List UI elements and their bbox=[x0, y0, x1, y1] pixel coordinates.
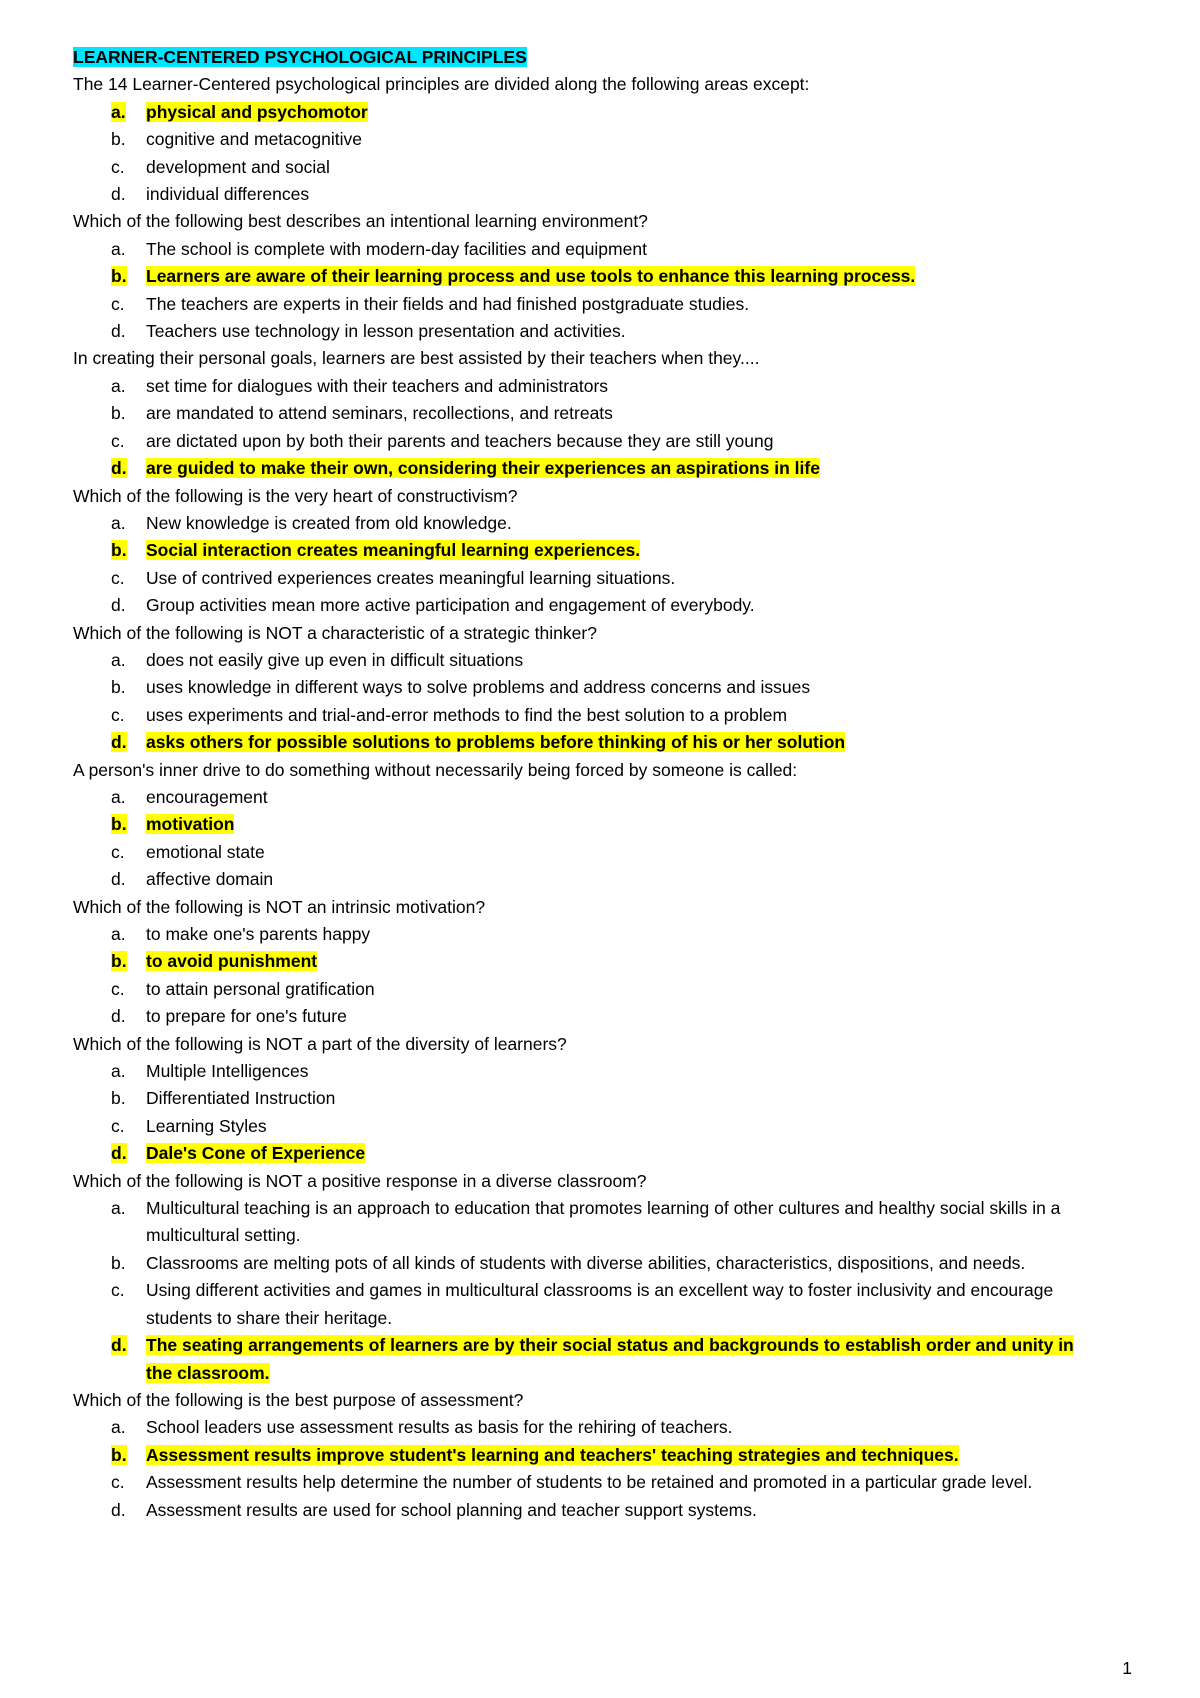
option-text-content: does not easily give up even in difficult situations bbox=[146, 649, 524, 670]
option-letter-text: a. bbox=[111, 238, 126, 259]
option-letter-text: d. bbox=[111, 869, 126, 890]
option-text-content: are guided to make their own, considering their experiences an aspirations in life bbox=[146, 458, 820, 479]
option-text bbox=[146, 674, 1133, 701]
option-text-content: motivation bbox=[146, 814, 235, 835]
option-letter-text: a. bbox=[111, 375, 126, 396]
option-letter-text: d. bbox=[111, 1006, 126, 1027]
option-text-content: Assessment results improve student's learning and teachers' teaching strategies and techniques. bbox=[146, 1444, 959, 1465]
option-letter-text: b. bbox=[111, 540, 127, 561]
option-text-content: to attain personal gratification bbox=[146, 978, 375, 999]
option-letter bbox=[73, 729, 146, 756]
option-text-content: Differentiated Instruction bbox=[146, 1088, 336, 1109]
option-text bbox=[146, 1003, 1133, 1030]
option-letter bbox=[73, 1113, 146, 1140]
option-letter bbox=[73, 866, 146, 893]
option-item bbox=[73, 1085, 1133, 1112]
option-letter bbox=[73, 1442, 146, 1469]
option-letter-text: d. bbox=[111, 595, 126, 616]
option-item-correct bbox=[73, 537, 1133, 564]
option-list bbox=[73, 647, 1133, 757]
option-text-content: cognitive and metacognitive bbox=[146, 129, 362, 150]
option-text-content: Learners are aware of their learning process and use tools to enhance this learning process. bbox=[146, 266, 916, 287]
option-text-content: The school is complete with modern-day facilities and equipment bbox=[146, 238, 647, 259]
option-letter bbox=[73, 428, 146, 455]
option-letter bbox=[73, 181, 146, 208]
option-letter-text: a. bbox=[111, 924, 126, 944]
question-block bbox=[73, 208, 1133, 345]
option-text-content: Multiple Intelligences bbox=[146, 1061, 309, 1082]
option-letter-text: b. bbox=[111, 677, 126, 698]
option-letter bbox=[73, 1469, 146, 1496]
option-text-content: Assessment results are used for school planning and teacher support systems. bbox=[146, 1499, 757, 1520]
option-item-correct bbox=[73, 455, 1133, 482]
option-text bbox=[146, 455, 1133, 482]
option-letter bbox=[73, 1250, 146, 1277]
option-letter-text: c. bbox=[111, 841, 125, 862]
option-letter bbox=[73, 811, 146, 838]
option-letter-text: b. bbox=[111, 1252, 126, 1273]
question-block bbox=[73, 757, 1133, 894]
option-text bbox=[146, 1277, 1133, 1332]
option-item bbox=[73, 181, 1133, 208]
option-letter-text: a. bbox=[111, 786, 126, 807]
option-letter-text: a. bbox=[111, 649, 126, 670]
option-item bbox=[73, 921, 1133, 948]
option-letter-text: a. bbox=[111, 1061, 126, 1082]
option-letter bbox=[73, 373, 146, 400]
option-item bbox=[73, 1414, 1133, 1441]
option-letter-text: b. bbox=[111, 129, 126, 150]
option-text-content: physical and psychomotor bbox=[146, 101, 368, 122]
option-letter bbox=[73, 1085, 146, 1112]
option-letter-text: a. bbox=[111, 101, 126, 122]
option-item bbox=[73, 702, 1133, 729]
option-item bbox=[73, 428, 1133, 455]
option-item bbox=[73, 784, 1133, 811]
option-letter bbox=[73, 1140, 146, 1167]
option-list bbox=[73, 784, 1133, 894]
option-text bbox=[146, 154, 1133, 181]
option-text-content: The seating arrangements of learners are by their social status and backgrounds to establish order and unity in the classroom. bbox=[146, 1335, 1074, 1383]
option-letter-text: c. bbox=[111, 1280, 125, 1301]
option-text bbox=[146, 236, 1133, 263]
option-item bbox=[73, 400, 1133, 427]
option-text-content: Assessment results help determine the number of students to be retained and promoted in a particular grade level. bbox=[146, 1472, 1033, 1493]
option-letter bbox=[73, 1058, 146, 1085]
option-item-correct bbox=[73, 811, 1133, 838]
option-letter-text: b. bbox=[111, 1088, 126, 1109]
option-text bbox=[146, 1497, 1133, 1524]
option-letter bbox=[73, 263, 146, 290]
option-text bbox=[146, 1085, 1133, 1112]
option-item bbox=[73, 154, 1133, 181]
option-item bbox=[73, 674, 1133, 701]
option-letter-text: b. bbox=[111, 266, 127, 287]
option-letter bbox=[73, 400, 146, 427]
option-item-correct bbox=[73, 263, 1133, 290]
question-block bbox=[73, 894, 1133, 1031]
option-text-content: asks others for possible solutions to problems before thinking of his or her solution bbox=[146, 732, 846, 753]
option-letter bbox=[73, 976, 146, 1003]
question-list bbox=[73, 71, 1133, 1524]
option-letter-text: b. bbox=[111, 403, 126, 424]
option-letter bbox=[73, 236, 146, 263]
option-letter-text: b. bbox=[111, 1444, 127, 1465]
option-text-content: to prepare for one's future bbox=[146, 1006, 347, 1027]
option-text-content: encouragement bbox=[146, 786, 268, 807]
option-letter-text: d. bbox=[111, 732, 127, 753]
question-block bbox=[73, 483, 1133, 620]
option-item bbox=[73, 976, 1133, 1003]
option-letter bbox=[73, 126, 146, 153]
option-letter-text: d. bbox=[111, 458, 127, 479]
option-letter-text: c. bbox=[111, 978, 125, 999]
option-item-correct bbox=[73, 729, 1133, 756]
option-list bbox=[73, 236, 1133, 346]
option-letter bbox=[73, 1497, 146, 1524]
option-text bbox=[146, 1113, 1133, 1140]
question-text: Which of the following is the best purpose of assessment? bbox=[73, 1389, 524, 1410]
option-item bbox=[73, 1497, 1133, 1524]
option-item bbox=[73, 1195, 1133, 1250]
question-block bbox=[73, 345, 1133, 482]
option-letter bbox=[73, 455, 146, 482]
option-item bbox=[73, 866, 1133, 893]
option-letter-text: c. bbox=[111, 293, 125, 314]
option-item bbox=[73, 126, 1133, 153]
option-text bbox=[146, 510, 1133, 537]
option-item bbox=[73, 592, 1133, 619]
option-text bbox=[146, 126, 1133, 153]
option-list bbox=[73, 921, 1133, 1031]
option-letter bbox=[73, 1277, 146, 1332]
option-letter-text: d. bbox=[111, 1335, 127, 1356]
option-text bbox=[146, 291, 1133, 318]
option-text-content: Group activities mean more active participation and engagement of everybody. bbox=[146, 595, 755, 616]
option-text bbox=[146, 1195, 1133, 1250]
option-item bbox=[73, 565, 1133, 592]
option-text-content: Social interaction creates meaningful learning experiences. bbox=[146, 540, 641, 561]
option-text bbox=[146, 702, 1133, 729]
question-text: Which of the following is NOT a positive response in a diverse classroom? bbox=[73, 1170, 647, 1191]
option-letter bbox=[73, 674, 146, 701]
option-letter-text: d. bbox=[111, 1143, 127, 1164]
document-content bbox=[73, 44, 1133, 1524]
option-list bbox=[73, 1058, 1133, 1168]
option-item bbox=[73, 1058, 1133, 1085]
option-item bbox=[73, 236, 1133, 263]
question-text: The 14 Learner-Centered psychological principles are divided along the following areas except: bbox=[73, 74, 810, 95]
option-text bbox=[146, 1469, 1133, 1496]
option-item bbox=[73, 373, 1133, 400]
document-title bbox=[73, 44, 1133, 71]
option-list bbox=[73, 510, 1133, 620]
question-block bbox=[73, 1168, 1133, 1387]
option-letter-text: a. bbox=[111, 1417, 126, 1438]
option-letter bbox=[73, 647, 146, 674]
question-block bbox=[73, 71, 1133, 208]
option-letter bbox=[73, 510, 146, 537]
question-block bbox=[73, 620, 1133, 757]
option-letter-text: c. bbox=[111, 1115, 125, 1136]
option-text bbox=[146, 373, 1133, 400]
option-text-content: development and social bbox=[146, 156, 330, 177]
option-text-content: uses knowledge in different ways to solve problems and address concerns and issues bbox=[146, 677, 811, 698]
option-text bbox=[146, 400, 1133, 427]
option-text-content: are mandated to attend seminars, recollections, and retreats bbox=[146, 403, 613, 424]
option-item bbox=[73, 1113, 1133, 1140]
option-letter bbox=[73, 839, 146, 866]
option-text-content: Dale's Cone of Experience bbox=[146, 1143, 366, 1164]
option-item-correct bbox=[73, 1332, 1133, 1387]
option-text bbox=[146, 1140, 1133, 1167]
option-text bbox=[146, 565, 1133, 592]
question-block bbox=[73, 1031, 1133, 1168]
option-item bbox=[73, 1277, 1133, 1332]
option-text bbox=[146, 647, 1133, 674]
option-letter-text: a. bbox=[111, 1198, 126, 1219]
question-text: Which of the following is NOT a characteristic of a strategic thinker? bbox=[73, 622, 597, 643]
question-block bbox=[73, 1387, 1133, 1524]
option-text bbox=[146, 811, 1133, 838]
option-text-content: emotional state bbox=[146, 841, 265, 862]
option-letter bbox=[73, 1195, 146, 1250]
option-text-content: are dictated upon by both their parents and teachers because they are still young bbox=[146, 430, 774, 451]
option-letter-text: d. bbox=[111, 1499, 126, 1520]
option-text bbox=[146, 1442, 1133, 1469]
option-text bbox=[146, 839, 1133, 866]
option-letter-text: c. bbox=[111, 156, 125, 177]
question-text: Which of the following is the very heart of constructivism? bbox=[73, 485, 518, 506]
option-letter bbox=[73, 1003, 146, 1030]
option-text bbox=[146, 1250, 1133, 1277]
option-text-content: Use of contrived experiences creates meaningful learning situations. bbox=[146, 567, 676, 588]
option-text-content: affective domain bbox=[146, 869, 274, 890]
option-letter bbox=[73, 565, 146, 592]
option-text bbox=[146, 866, 1133, 893]
option-text bbox=[146, 1332, 1133, 1387]
option-list bbox=[73, 1414, 1133, 1524]
option-letter bbox=[73, 948, 146, 975]
option-text bbox=[146, 99, 1133, 126]
option-item bbox=[73, 1469, 1133, 1496]
option-letter bbox=[73, 154, 146, 181]
option-letter-text: b. bbox=[111, 951, 127, 972]
question-text: In creating their personal goals, learners are best assisted by their teachers when they.... bbox=[73, 348, 760, 369]
option-text bbox=[146, 948, 1133, 975]
option-letter-text: d. bbox=[111, 184, 126, 205]
option-letter bbox=[73, 318, 146, 345]
page-number: 1 bbox=[1122, 1658, 1132, 1678]
option-text bbox=[146, 263, 1133, 290]
option-list bbox=[73, 1195, 1133, 1387]
option-letter-text: c. bbox=[111, 1472, 125, 1493]
option-text bbox=[146, 976, 1133, 1003]
option-text-content: Multicultural teaching is an approach to education that promotes learning of other cultures and healthy social skills in a multicultural setting. bbox=[146, 1198, 1061, 1246]
option-list bbox=[73, 373, 1133, 483]
option-item bbox=[73, 839, 1133, 866]
option-text bbox=[146, 1414, 1133, 1441]
option-text bbox=[146, 318, 1133, 345]
option-text-content: The teachers are experts in their fields and had finished postgraduate studies. bbox=[146, 293, 750, 314]
option-list bbox=[73, 99, 1133, 209]
option-text bbox=[146, 784, 1133, 811]
option-letter-text: a. bbox=[111, 512, 126, 533]
option-item-correct bbox=[73, 1442, 1133, 1469]
option-text-content: to avoid punishment bbox=[146, 951, 318, 972]
option-text bbox=[146, 1058, 1133, 1085]
option-text-content: New knowledge is created from old knowledge. bbox=[146, 512, 512, 533]
question-text: Which of the following best describes an intentional learning environment? bbox=[73, 211, 648, 232]
option-text bbox=[146, 537, 1133, 564]
option-text-content: School leaders use assessment results as basis for the rehiring of teachers. bbox=[146, 1417, 733, 1438]
option-letter bbox=[73, 784, 146, 811]
option-text-content: uses experiments and trial-and-error methods to find the best solution to a problem bbox=[146, 704, 788, 725]
option-text-content: individual differences bbox=[146, 184, 310, 205]
option-item-correct bbox=[73, 99, 1133, 126]
option-text-content: set time for dialogues with their teachers and administrators bbox=[146, 375, 609, 396]
option-text-content: Using different activities and games in multicultural classrooms is an excellent way to foster inclusivity and encourage students to share their heritage. bbox=[146, 1280, 1054, 1328]
option-text-content: Teachers use technology in lesson presentation and activities. bbox=[146, 321, 626, 342]
option-letter bbox=[73, 921, 146, 948]
option-item-correct bbox=[73, 1140, 1133, 1167]
option-letter-text: d. bbox=[111, 321, 126, 342]
option-letter bbox=[73, 702, 146, 729]
option-text-content: Classrooms are melting pots of all kinds of students with diverse abilities, characteristics, dispositions, and needs. bbox=[146, 1252, 1026, 1273]
document-title-text: LEARNER-CENTERED PSYCHOLOGICAL PRINCIPLES bbox=[73, 47, 527, 67]
option-letter-text: b. bbox=[111, 814, 127, 835]
option-item-correct bbox=[73, 948, 1133, 975]
option-letter-text: c. bbox=[111, 704, 125, 725]
option-item bbox=[73, 1250, 1133, 1277]
question-text: Which of the following is NOT a part of the diversity of learners? bbox=[73, 1033, 567, 1054]
option-letter bbox=[73, 1414, 146, 1441]
option-letter-text: c. bbox=[111, 430, 125, 451]
option-text bbox=[146, 428, 1133, 455]
option-letter bbox=[73, 537, 146, 564]
option-letter bbox=[73, 291, 146, 318]
option-text bbox=[146, 181, 1133, 208]
option-letter bbox=[73, 592, 146, 619]
option-letter-text: c. bbox=[111, 567, 125, 588]
option-text-content: to make one's parents happy bbox=[146, 924, 371, 944]
option-item bbox=[73, 1003, 1133, 1030]
option-text-content: Learning Styles bbox=[146, 1115, 267, 1136]
option-letter bbox=[73, 99, 146, 126]
option-text bbox=[146, 729, 1133, 756]
option-text bbox=[146, 921, 1133, 948]
option-text bbox=[146, 592, 1133, 619]
option-item bbox=[73, 291, 1133, 318]
question-text: Which of the following is NOT an intrinsic motivation? bbox=[73, 896, 486, 917]
option-item bbox=[73, 318, 1133, 345]
option-item bbox=[73, 510, 1133, 537]
question-text: A person's inner drive to do something without necessarily being forced by someone is called: bbox=[73, 759, 798, 780]
option-letter bbox=[73, 1332, 146, 1387]
option-item bbox=[73, 647, 1133, 674]
